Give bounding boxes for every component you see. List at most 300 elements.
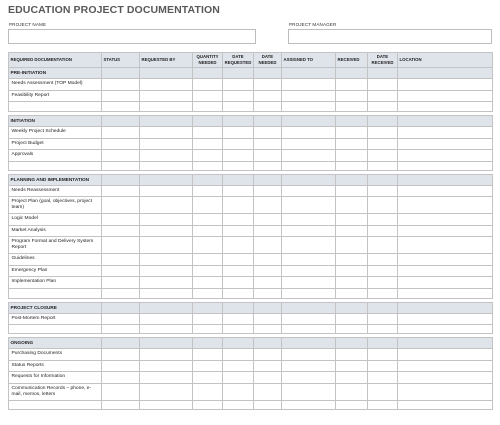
table-row <box>9 254 493 266</box>
table-cell[interactable] <box>398 185 493 197</box>
table-cell[interactable] <box>398 214 493 226</box>
table-cell[interactable] <box>254 79 282 91</box>
table-cell[interactable] <box>368 288 398 298</box>
table-cell[interactable] <box>282 288 336 298</box>
table-cell[interactable] <box>102 313 140 325</box>
table-cell[interactable] <box>282 102 336 112</box>
table-cell[interactable] <box>398 225 493 237</box>
table-cell[interactable] <box>368 237 398 254</box>
table-cell[interactable] <box>254 288 282 298</box>
table-cell[interactable] <box>398 174 493 185</box>
table-cell[interactable] <box>368 185 398 197</box>
table-cell[interactable] <box>223 360 254 372</box>
table-cell[interactable] <box>398 349 493 361</box>
table-cell[interactable] <box>223 313 254 325</box>
table-cell[interactable] <box>223 254 254 266</box>
document-name: Guidelines <box>9 254 102 266</box>
table-cell[interactable] <box>140 277 193 289</box>
table-cell[interactable] <box>140 237 193 254</box>
table-cell[interactable] <box>254 116 282 127</box>
table-cell[interactable] <box>254 277 282 289</box>
table-cell[interactable] <box>102 174 140 185</box>
table-cell[interactable] <box>102 400 140 409</box>
table-cell[interactable] <box>254 313 282 325</box>
table-cell[interactable] <box>102 338 140 349</box>
table-cell[interactable] <box>282 360 336 372</box>
table-cell[interactable] <box>368 214 398 226</box>
table-cell[interactable] <box>254 325 282 334</box>
table-cell[interactable] <box>336 302 368 313</box>
table-cell[interactable] <box>140 349 193 361</box>
table-cell[interactable] <box>368 254 398 266</box>
table-cell[interactable] <box>336 288 368 298</box>
table-cell[interactable] <box>336 150 368 162</box>
table-cell[interactable] <box>398 372 493 384</box>
table-cell[interactable] <box>368 138 398 150</box>
document-name: Weekly Project Schedule <box>9 127 102 139</box>
table-cell[interactable] <box>336 325 368 334</box>
table-cell[interactable] <box>398 383 493 400</box>
table-cell[interactable] <box>102 185 140 197</box>
section-header-row <box>9 338 493 349</box>
table-cell[interactable] <box>140 313 193 325</box>
table-cell[interactable] <box>254 214 282 226</box>
table-cell[interactable] <box>368 68 398 79</box>
table-cell[interactable] <box>368 225 398 237</box>
table-cell[interactable] <box>336 161 368 170</box>
table-cell[interactable] <box>368 313 398 325</box>
table-cell[interactable] <box>368 277 398 289</box>
document-name: Communication Records – phone, e-mail, memos, letters <box>9 383 102 400</box>
table-cell[interactable] <box>193 338 223 349</box>
table-cell[interactable] <box>9 400 102 409</box>
table-cell[interactable] <box>140 138 193 150</box>
table-cell[interactable] <box>9 161 102 170</box>
table-cell[interactable] <box>140 197 193 214</box>
table-cell[interactable] <box>368 127 398 139</box>
table-cell[interactable] <box>223 400 254 409</box>
table-row <box>9 313 493 325</box>
table-row-empty <box>9 102 493 112</box>
header-location: LOCATION <box>398 53 493 68</box>
table-cell[interactable] <box>193 225 223 237</box>
table-cell[interactable] <box>398 102 493 112</box>
table-row <box>9 372 493 384</box>
table-cell[interactable] <box>140 161 193 170</box>
table-cell[interactable] <box>102 138 140 150</box>
document-name: Project Plan (goal, objectives, project team) <box>9 197 102 214</box>
table-cell[interactable] <box>368 338 398 349</box>
table-cell[interactable] <box>368 400 398 409</box>
table-cell[interactable] <box>254 197 282 214</box>
document-name: Project Budget <box>9 138 102 150</box>
document-name: Feasibility Report <box>9 90 102 102</box>
table-cell[interactable] <box>140 127 193 139</box>
table-cell[interactable] <box>140 174 193 185</box>
table-cell[interactable] <box>282 237 336 254</box>
table-cell[interactable] <box>398 254 493 266</box>
table-cell[interactable] <box>193 79 223 91</box>
table-cell[interactable] <box>336 225 368 237</box>
table-cell[interactable] <box>102 372 140 384</box>
table-row <box>9 383 493 400</box>
table-cell[interactable] <box>254 302 282 313</box>
table-cell[interactable] <box>140 116 193 127</box>
table-cell[interactable] <box>398 360 493 372</box>
table-cell[interactable] <box>282 277 336 289</box>
table-cell[interactable] <box>140 102 193 112</box>
table-cell[interactable] <box>336 90 368 102</box>
table-cell[interactable] <box>398 277 493 289</box>
table-cell[interactable] <box>398 400 493 409</box>
table-cell[interactable] <box>223 79 254 91</box>
table-cell[interactable] <box>9 288 102 298</box>
section-header-row <box>9 174 493 185</box>
table-cell[interactable] <box>193 174 223 185</box>
table-cell[interactable] <box>193 313 223 325</box>
section-title: PLANNING AND IMPLEMENTATION <box>9 174 102 185</box>
table-cell[interactable] <box>102 127 140 139</box>
table-cell[interactable] <box>282 79 336 91</box>
table-cell[interactable] <box>223 161 254 170</box>
table-cell[interactable] <box>336 349 368 361</box>
table-cell[interactable] <box>193 185 223 197</box>
table-cell[interactable] <box>223 237 254 254</box>
table-cell[interactable] <box>193 277 223 289</box>
table-cell[interactable] <box>193 400 223 409</box>
table-cell[interactable] <box>282 150 336 162</box>
table-cell[interactable] <box>223 338 254 349</box>
table-cell[interactable] <box>140 90 193 102</box>
table-cell[interactable] <box>193 102 223 112</box>
table-cell[interactable] <box>223 150 254 162</box>
table-cell[interactable] <box>102 325 140 334</box>
table-cell[interactable] <box>398 197 493 214</box>
table-cell[interactable] <box>254 400 282 409</box>
table-cell[interactable] <box>368 102 398 112</box>
table-cell[interactable] <box>193 265 223 277</box>
table-cell[interactable] <box>140 288 193 298</box>
table-row <box>9 150 493 162</box>
project-manager-field[interactable] <box>288 29 492 44</box>
table-cell[interactable] <box>193 302 223 313</box>
table-cell[interactable] <box>282 68 336 79</box>
table-cell[interactable] <box>336 197 368 214</box>
table-cell[interactable] <box>223 102 254 112</box>
table-cell[interactable] <box>223 68 254 79</box>
table-cell[interactable] <box>140 214 193 226</box>
table-cell[interactable] <box>254 349 282 361</box>
table-cell[interactable] <box>336 254 368 266</box>
table-cell[interactable] <box>336 138 368 150</box>
table-cell[interactable] <box>223 372 254 384</box>
table-cell[interactable] <box>193 197 223 214</box>
table-cell[interactable] <box>140 325 193 334</box>
table-cell[interactable] <box>254 383 282 400</box>
table-cell[interactable] <box>254 338 282 349</box>
table-row <box>9 360 493 372</box>
table-cell[interactable] <box>102 302 140 313</box>
table-cell[interactable] <box>336 127 368 139</box>
table-cell[interactable] <box>223 138 254 150</box>
table-cell[interactable] <box>223 90 254 102</box>
table-cell[interactable] <box>336 265 368 277</box>
table-cell[interactable] <box>282 90 336 102</box>
header-requested-by: REQUESTED BY <box>140 53 193 68</box>
table-cell[interactable] <box>140 360 193 372</box>
table-cell[interactable] <box>368 360 398 372</box>
project-name-label: PROJECT NAME <box>9 22 47 27</box>
table-cell[interactable] <box>282 383 336 400</box>
table-cell[interactable] <box>398 338 493 349</box>
table-cell[interactable] <box>254 265 282 277</box>
table-row <box>9 90 493 102</box>
table-cell[interactable] <box>193 127 223 139</box>
section-title: INITIATION <box>9 116 102 127</box>
table-cell[interactable] <box>193 237 223 254</box>
table-cell[interactable] <box>282 214 336 226</box>
table-cell[interactable] <box>223 383 254 400</box>
table-cell[interactable] <box>368 265 398 277</box>
table-cell[interactable] <box>336 400 368 409</box>
table-cell[interactable] <box>140 79 193 91</box>
table-cell[interactable] <box>140 338 193 349</box>
table-cell[interactable] <box>140 372 193 384</box>
table-cell[interactable] <box>398 302 493 313</box>
table-cell[interactable] <box>140 302 193 313</box>
table-cell[interactable] <box>223 277 254 289</box>
project-manager-label: PROJECT MANAGER <box>289 22 337 27</box>
table-cell[interactable] <box>398 68 493 79</box>
table-cell[interactable] <box>193 68 223 79</box>
table-cell[interactable] <box>398 127 493 139</box>
table-cell[interactable] <box>282 349 336 361</box>
table-cell[interactable] <box>336 79 368 91</box>
table-cell[interactable] <box>254 185 282 197</box>
header-date-needed-l1: DATE <box>261 54 274 60</box>
header-date-requested <box>223 53 254 68</box>
table-cell[interactable] <box>398 150 493 162</box>
table-cell[interactable] <box>140 225 193 237</box>
table-cell[interactable] <box>193 150 223 162</box>
section-title: PRE-INITIATION <box>9 68 102 79</box>
table-cell[interactable] <box>282 313 336 325</box>
table-cell[interactable] <box>254 360 282 372</box>
table-cell[interactable] <box>336 237 368 254</box>
table-cell[interactable] <box>102 197 140 214</box>
table-cell[interactable] <box>193 372 223 384</box>
header-quantity-l2: NEEDED <box>198 60 217 65</box>
table-cell[interactable] <box>336 116 368 127</box>
table-cell[interactable] <box>282 265 336 277</box>
header-date-received-l1: DATE <box>376 54 389 60</box>
table-cell[interactable] <box>223 214 254 226</box>
table-cell[interactable] <box>336 338 368 349</box>
table-cell[interactable] <box>102 349 140 361</box>
table-cell[interactable] <box>254 161 282 170</box>
table-cell[interactable] <box>282 302 336 313</box>
table-cell[interactable] <box>223 185 254 197</box>
table-cell[interactable] <box>368 79 398 91</box>
table-cell[interactable] <box>282 161 336 170</box>
table-cell[interactable] <box>193 138 223 150</box>
table-cell[interactable] <box>254 138 282 150</box>
table-cell[interactable] <box>336 313 368 325</box>
table-cell[interactable] <box>398 116 493 127</box>
table-cell[interactable] <box>282 400 336 409</box>
document-name: Purchasing Documents <box>9 349 102 361</box>
table-cell[interactable] <box>368 161 398 170</box>
table-cell[interactable] <box>9 325 102 334</box>
table-cell[interactable] <box>282 197 336 214</box>
table-cell[interactable] <box>140 383 193 400</box>
table-cell[interactable] <box>282 338 336 349</box>
table-cell[interactable] <box>336 174 368 185</box>
table-cell[interactable] <box>368 349 398 361</box>
table-cell[interactable] <box>254 237 282 254</box>
table-cell[interactable] <box>223 197 254 214</box>
table-cell[interactable] <box>193 325 223 334</box>
table-cell[interactable] <box>223 127 254 139</box>
table-cell[interactable] <box>102 288 140 298</box>
document-name: Logic Model <box>9 214 102 226</box>
table-cell[interactable] <box>102 150 140 162</box>
table-cell[interactable] <box>398 138 493 150</box>
table-cell[interactable] <box>336 185 368 197</box>
table-cell[interactable] <box>368 302 398 313</box>
table-cell[interactable] <box>398 265 493 277</box>
table-cell[interactable] <box>102 360 140 372</box>
table-cell[interactable] <box>282 254 336 266</box>
table-cell[interactable] <box>223 265 254 277</box>
table-cell[interactable] <box>368 150 398 162</box>
table-cell[interactable] <box>282 138 336 150</box>
table-row <box>9 349 493 361</box>
table-cell[interactable] <box>102 254 140 266</box>
table-cell[interactable] <box>102 237 140 254</box>
table-cell[interactable] <box>193 254 223 266</box>
table-cell[interactable] <box>223 174 254 185</box>
table-cell[interactable] <box>254 254 282 266</box>
table-cell[interactable] <box>254 225 282 237</box>
table-cell[interactable] <box>282 185 336 197</box>
table-cell[interactable] <box>254 127 282 139</box>
table-cell[interactable] <box>102 265 140 277</box>
table-cell[interactable] <box>254 90 282 102</box>
table-cell[interactable] <box>193 349 223 361</box>
table-cell[interactable] <box>398 325 493 334</box>
table-cell[interactable] <box>193 214 223 226</box>
table-cell[interactable] <box>102 102 140 112</box>
table-cell[interactable] <box>254 372 282 384</box>
table-header-row <box>9 53 493 68</box>
table-cell[interactable] <box>102 68 140 79</box>
table-cell[interactable] <box>193 360 223 372</box>
table-cell[interactable] <box>368 197 398 214</box>
table-row-empty <box>9 325 493 334</box>
table-cell[interactable] <box>140 400 193 409</box>
table-cell[interactable] <box>254 68 282 79</box>
table-cell[interactable] <box>368 174 398 185</box>
table-cell[interactable] <box>140 68 193 79</box>
table-cell[interactable] <box>336 383 368 400</box>
table-cell[interactable] <box>336 360 368 372</box>
table-row <box>9 237 493 254</box>
table-cell[interactable] <box>254 102 282 112</box>
table-cell[interactable] <box>193 288 223 298</box>
header-quantity-l1: QUANTITY <box>196 54 219 60</box>
table-cell[interactable] <box>282 325 336 334</box>
document-name: Implementation Plan <box>9 277 102 289</box>
table-cell[interactable] <box>193 383 223 400</box>
project-name-field[interactable] <box>8 29 256 44</box>
table-cell[interactable] <box>282 116 336 127</box>
table-cell[interactable] <box>398 313 493 325</box>
table-cell[interactable] <box>282 174 336 185</box>
table-cell[interactable] <box>254 150 282 162</box>
table-cell[interactable] <box>368 372 398 384</box>
table-cell[interactable] <box>102 214 140 226</box>
table-cell[interactable] <box>368 116 398 127</box>
table-cell[interactable] <box>140 185 193 197</box>
table-cell[interactable] <box>102 383 140 400</box>
table-cell[interactable] <box>398 288 493 298</box>
table-cell[interactable] <box>282 225 336 237</box>
table-cell[interactable] <box>368 383 398 400</box>
table-cell[interactable] <box>398 79 493 91</box>
table-cell[interactable] <box>223 225 254 237</box>
section-title: PROJECT CLOSURE <box>9 302 102 313</box>
table-cell[interactable] <box>193 90 223 102</box>
table-cell[interactable] <box>336 277 368 289</box>
table-cell[interactable] <box>140 150 193 162</box>
table-cell[interactable] <box>398 161 493 170</box>
table-cell[interactable] <box>223 116 254 127</box>
table-cell[interactable] <box>223 302 254 313</box>
table-cell[interactable] <box>102 225 140 237</box>
table-cell[interactable] <box>102 116 140 127</box>
table-cell[interactable] <box>102 79 140 91</box>
table-cell[interactable] <box>223 325 254 334</box>
table-row <box>9 277 493 289</box>
table-cell[interactable] <box>282 372 336 384</box>
table-cell[interactable] <box>398 90 493 102</box>
table-cell[interactable] <box>336 214 368 226</box>
table-cell[interactable] <box>102 277 140 289</box>
table-cell[interactable] <box>223 288 254 298</box>
section-header-row <box>9 302 493 313</box>
table-cell[interactable] <box>140 265 193 277</box>
table-cell[interactable] <box>193 116 223 127</box>
table-cell[interactable] <box>193 161 223 170</box>
table-cell[interactable] <box>102 90 140 102</box>
table-cell[interactable] <box>140 254 193 266</box>
table-cell[interactable] <box>254 174 282 185</box>
table-cell[interactable] <box>336 102 368 112</box>
table-cell[interactable] <box>282 127 336 139</box>
section-header-row <box>9 68 493 79</box>
document-name: Approvals <box>9 150 102 162</box>
table-cell[interactable] <box>102 161 140 170</box>
table-cell[interactable] <box>223 349 254 361</box>
table-cell[interactable] <box>398 237 493 254</box>
table-cell[interactable] <box>9 102 102 112</box>
table-cell[interactable] <box>368 90 398 102</box>
table-row <box>9 185 493 197</box>
table-cell[interactable] <box>336 68 368 79</box>
table-cell[interactable] <box>368 325 398 334</box>
table-cell[interactable] <box>336 372 368 384</box>
